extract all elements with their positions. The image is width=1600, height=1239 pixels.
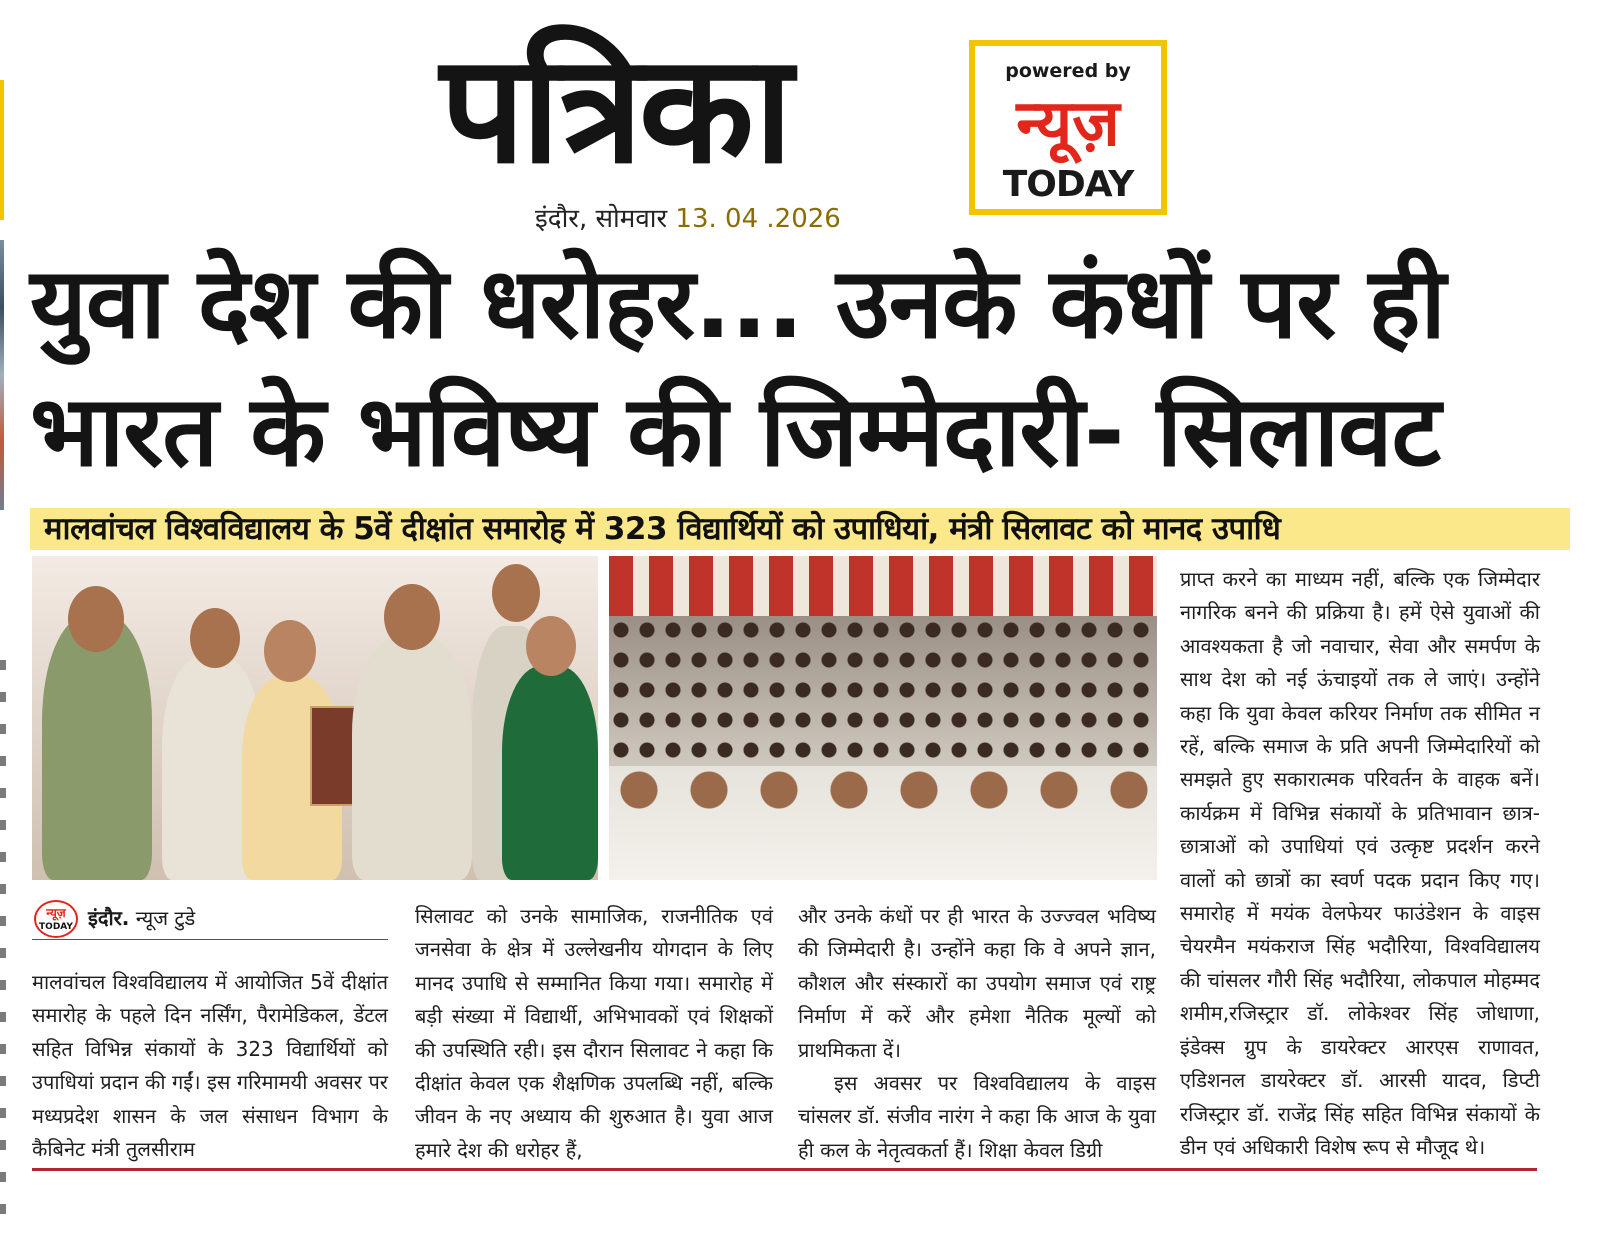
photo-figure-head (264, 620, 316, 682)
photo-stage-curtains (609, 556, 1157, 616)
dateline (535, 199, 841, 235)
masthead (440, 23, 960, 197)
edge-strip-photo (0, 240, 4, 510)
edge-strip-yellow (0, 80, 4, 220)
bottom-rule (32, 1168, 1537, 1171)
photo-degree-presentation (32, 556, 598, 880)
photo-figure (352, 636, 472, 880)
photo-figure (42, 616, 152, 880)
dateline-date: 13. 04 .2026 (675, 204, 841, 234)
subheadline-band (30, 508, 1570, 550)
photo-figure-head (190, 608, 240, 668)
edge-text-fragments (0, 660, 6, 1220)
photo-figure-head (384, 584, 440, 650)
headline-line-1: युवा देश की धरोहर... उनके कंधों पर ही (30, 247, 1445, 361)
article-column-1: मालवांचल विश्वविद्यालय में आयोजित 5वें दीक्षांत समारोह के पहले दिन नर्सिंग, पैरामेडिकल, डेंटल सहित विभिन्न संकायों के 323 विद्यार्थियों को उपाधियां प्रदान की गईं। इस गरिमामयी अवसर पर मध्यप्रदेश शासन के जल संसाधन विभाग के कैबिनेट मंत्री तुलसीराम (32, 970, 388, 1162)
article-paragraph: इस अवसर पर विश्वविद्यालय के वाइस चांसलर डॉ. संजीव नारंग ने कहा कि आज के युवा ही कल के नेतृत्वकर्ता हैं। शिक्षा केवल डिग्री (798, 1071, 1156, 1162)
article-column-3 (798, 900, 1156, 1167)
headline (30, 240, 1570, 496)
photo-figure-head (68, 586, 124, 652)
photo-audience (609, 556, 1157, 880)
powered-by-label: powered by (1005, 60, 1131, 82)
photo-figure (502, 666, 598, 880)
photo-figure-head (492, 564, 540, 622)
photo-front-row (609, 766, 1157, 880)
powered-by-brand-hindi: न्यूज़ (1016, 87, 1120, 161)
headline-line-2: भारत के भविष्य की जिम्मेदारी- सिलावट (30, 375, 1441, 489)
subheadline-text: मालवांचल विश्वविद्यालय के 5वें दीक्षांत समारोह में 323 विद्यार्थियों को उपाधियां, मंत्री सिलावट को मानद उपाधि (44, 511, 1281, 547)
byline (32, 898, 388, 940)
byline-source: न्यूज टुडे (129, 906, 196, 930)
powered-by-badge (969, 40, 1167, 215)
article-column-4: प्राप्त करने का माध्यम नहीं, बल्कि एक जिम्मेदार नागरिक बनने की प्रक्रिया है। हमें ऐसे युवाओं की आवश्यकता है जो नवाचार, सेवा और समर्पण के साथ देश को नई ऊंचाइयों तक ले जाएं। उन्होंने कहा कि युवा केवल करियर निर्माण तक सीमित न रहें, बल्कि समाज के प्रति अपनी जिम्मेदारियों को समझते हुए सकारात्मक परिवर्तन के वाहक बनें। कार्यक्रम में विभिन्न संकायों के प्रतिभावान छात्र-छात्राओं को उपाधियां एवं उत्कृष्ट प्रदर्शन करने वालों को छात्रों का स्वर्ण पदक प्रदान किए गए। समारोह में मयंक वेलफेयर फाउंडेशन के वाइस चेयरमैन मयंकराज सिंह भदौरिया, विश्वविद्यालय की चांसलर गौरी सिंह भदौरिया, लोकपाल मोहम्मद शमीम,रजिस्ट्रार डॉ. लोकेश्वर सिंह जोधाणा, इंडेक्स ग्रुप के डायरेक्टर आरएस राणावत, एडिशनल डायरेक्टर डॉ. आरसी यादव, डिप्टी रजिस्ट्रार डॉ. राजेंद्र सिंह सहित विभिन्न संकायों के डीन एवं अधिकारी विशेष रूप से मौजूद थे। (1180, 567, 1540, 1159)
news-today-logo-english: TODAY (39, 922, 73, 932)
article-paragraph: और उनके कंधों पर ही भारत के उज्ज्वल भविष्य की जिम्मेदारी है। उन्होंने कहा कि वे अपने ज्ञान, कौशल और संस्कारों का उपयोग समाज एवं राष्ट्र निर्माण में करें और हमेशा नैतिक मूल्यों को प्राथमिकता दें। (798, 904, 1156, 1062)
byline-place: इंदौर. (88, 906, 130, 930)
news-today-logo (34, 900, 78, 938)
byline-text (88, 904, 195, 932)
article-column-2: सिलावट को उनके सामाजिक, राजनीतिक एवं जनसेवा के क्षेत्र में उल्लेखनीय योगदान के लिए मानद उपाधि से सम्मानित किया गया। समारोह में बड़ी संख्या में विद्यार्थी, अभिभावकों एवं शिक्षकों की उपस्थिति रही। इस दौरान सिलावट ने कहा कि दीक्षांत केवल एक शैक्षणिक उपलब्धि नहीं, बल्कि जीवन के नए अध्याय की शुरुआत है। युवा आज हमारे देश की धरोहर हैं, (415, 904, 773, 1162)
powered-by-brand-english: TODAY (1002, 164, 1134, 205)
dateline-place-day: इंदौर, सोमवार (535, 204, 676, 234)
photo-figure-head (526, 616, 576, 676)
news-today-logo-hindi: न्यूज़ (46, 906, 66, 920)
masthead-logo: पत्रिका (440, 23, 789, 197)
